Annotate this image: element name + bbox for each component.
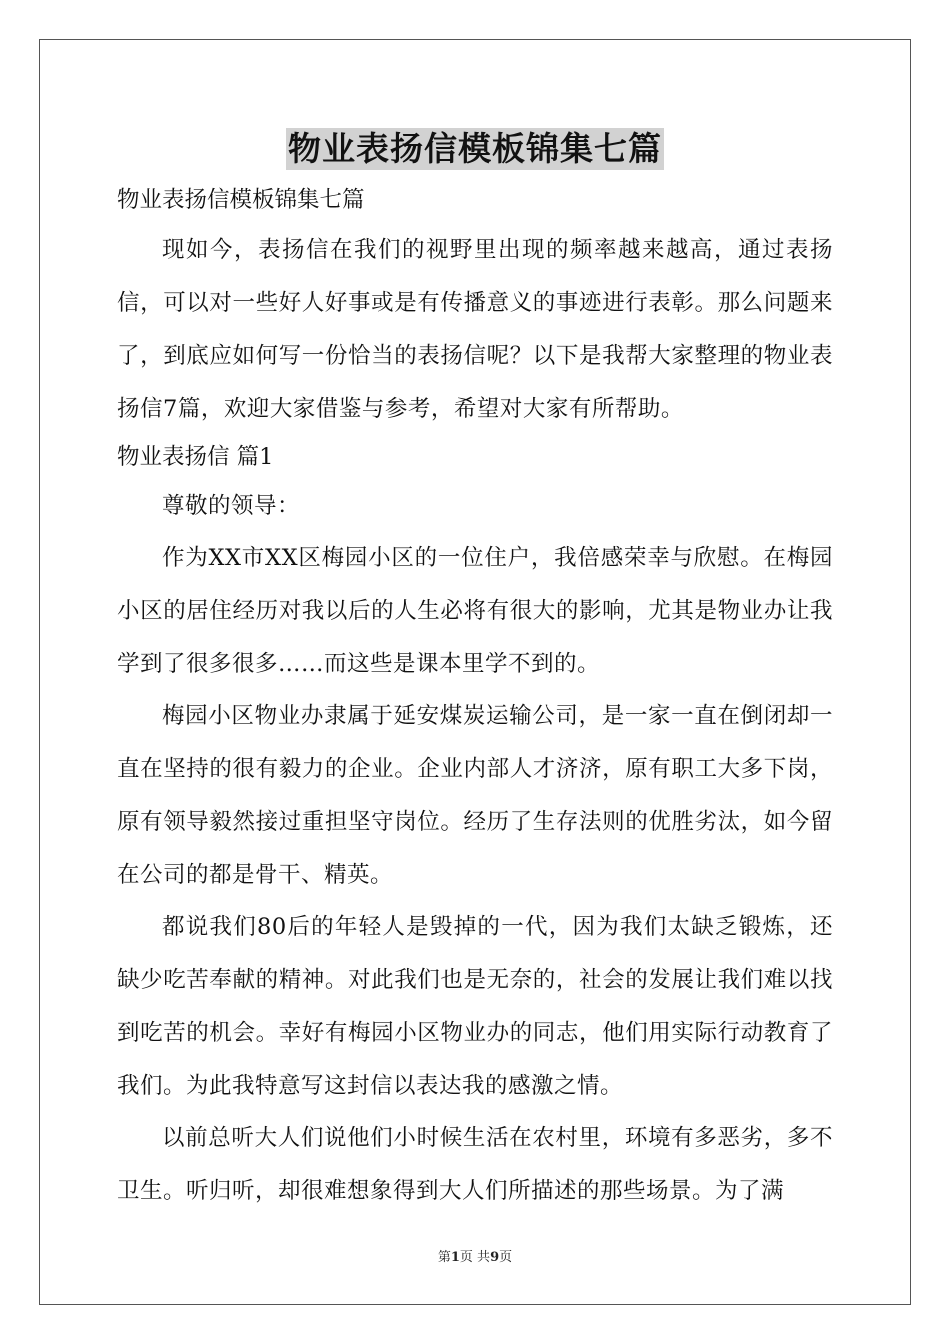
page-footer (0, 1246, 950, 1265)
body-paragraph: 都说我们80后的年轻人是毁掉的一代，因为我们太缺乏锻炼，还缺少吃苦奉献的精神。对此我们也是无奈的，社会的发展让我们难以找到吃苦的机会。幸好有梅园小区物业办的同志，他们用实际行动教育了我们。为此我特意写这封信以表达我的感激之情。 (117, 914, 833, 1099)
section-heading: 物业表扬信 篇1 (117, 443, 274, 470)
footer-page-number: 1 (450, 1250, 460, 1265)
document-body (117, 176, 833, 1218)
footer-suffix: 页 (499, 1250, 513, 1265)
footer-total-pages: 9 (490, 1250, 500, 1265)
footer-prefix: 第 (437, 1250, 451, 1265)
intro-paragraph: 现如今，表扬信在我们的视野里出现的频率越来越高，通过表扬信，可以对一些好人好事或是有传播意义的事迹进行表彰。那么问题来了，到底应如何写一份恰当的表扬信呢？以下是我帮大家整理的物业表扬信7篇，欢迎大家借鉴与参考，希望对大家有所帮助。 (117, 236, 833, 422)
body-paragraph: 梅园小区物业办隶属于延安煤炭运输公司，是一家一直在倒闭却一直在坚持的很有毅力的企业。企业内部人才济济，原有职工大多下岗，原有领导毅然接过重担坚守岗位。经历了生存法则的优胜劣汰，如今留在公司的都是骨干、精英。 (117, 703, 833, 888)
salutation: 尊敬的领导： (162, 493, 301, 519)
title-container (0, 128, 950, 170)
subtitle: 物业表扬信模板锦集七篇 (117, 187, 365, 213)
body-paragraph: 作为XX市XX区梅园小区的一位住户，我倍感荣幸与欣慰。在梅园小区的居住经历对我以后的人生必将有很大的影响，尤其是物业办让我学到了很多很多……而这些是课本里学不到的。 (117, 545, 833, 677)
body-paragraph: 以前总听大人们说他们小时候生活在农村里，环境有多恶劣，多不卫生。听归听，却很难想象得到大人们所描述的那些场景。为了满 (117, 1125, 833, 1204)
document-title: 物业表扬信模板锦集七篇 (288, 129, 662, 168)
footer-mid: 页 共 (459, 1250, 491, 1265)
